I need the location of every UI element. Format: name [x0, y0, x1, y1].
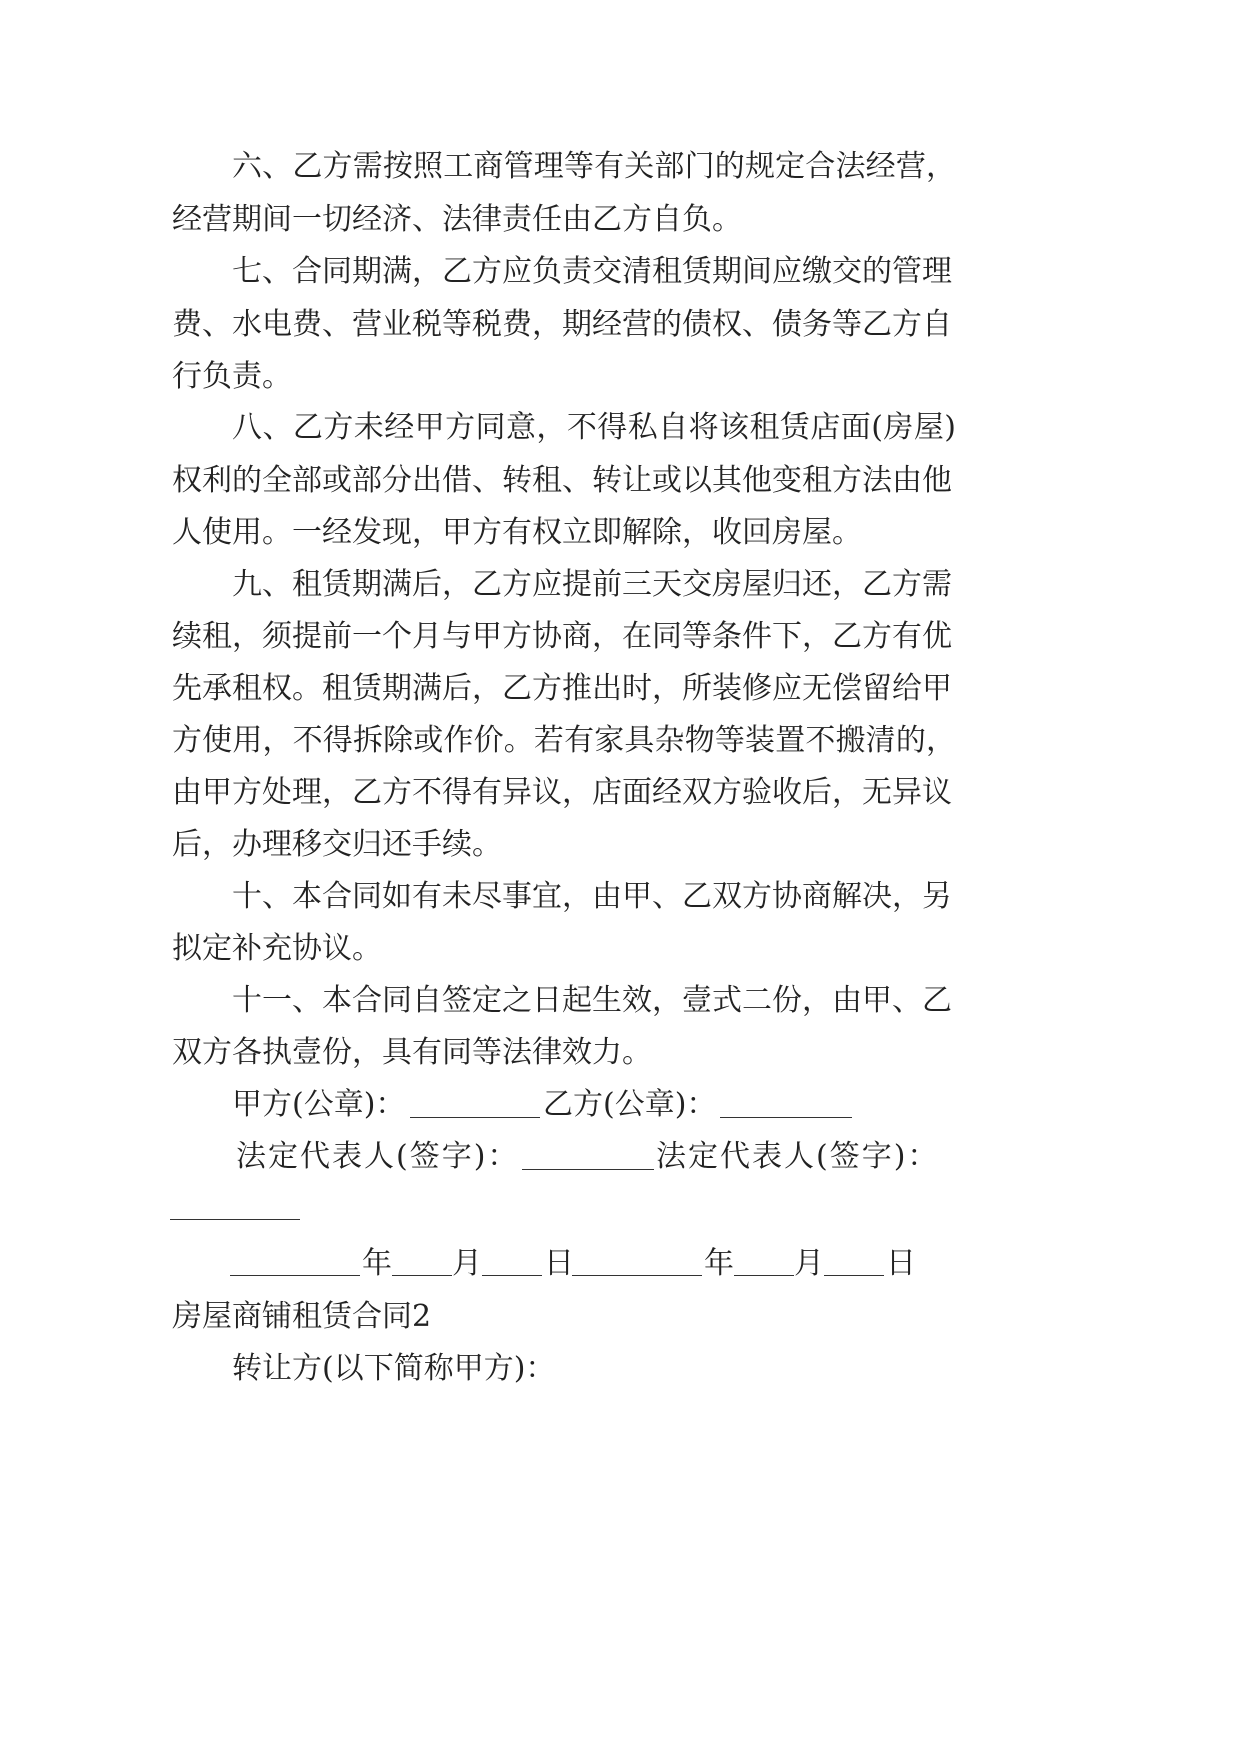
signature-blank	[720, 1117, 852, 1118]
text-line: 先承租权。租赁期满后，乙方推出时，所装修应无偿留给甲	[172, 671, 952, 706]
year-label: 年	[362, 1246, 392, 1281]
text-line: 八、乙方未经甲方同意，不得私自将该租赁店面(房屋)	[232, 410, 956, 445]
signature-blank	[522, 1169, 654, 1170]
text-line: 十、本合同如有未尽事宜，由甲、乙双方协商解决，另	[232, 879, 952, 914]
text-line: 续租，须提前一个月与甲方协商，在同等条件下，乙方有优	[172, 619, 952, 654]
text-line: 费、水电费、营业税等税费，期经营的债权、债务等乙方自	[172, 307, 952, 342]
date-blank	[572, 1275, 702, 1276]
date-blank	[392, 1275, 452, 1276]
text-line: 拟定补充协议。	[172, 931, 382, 966]
text-line: 七、合同期满，乙方应负责交清租赁期间应缴交的管理	[232, 254, 952, 289]
text-line: 人使用。一经发现，甲方有权立即解除，收回房屋。	[172, 515, 862, 550]
text-line: 经营期间一切经济、法律责任由乙方自负。	[172, 202, 742, 237]
signature-blank	[410, 1117, 540, 1118]
text-line: 权利的全部或部分出借、转租、转让或以其他变租方法由他	[172, 463, 952, 498]
rep-b-label: 法定代表人(签字)：	[656, 1139, 940, 1174]
date-blank	[734, 1275, 794, 1276]
text-line: 十一、本合同自签定之日起生效，壹式二份，由甲、乙	[232, 983, 952, 1018]
text-line: 双方各执壹份，具有同等法律效力。	[172, 1035, 652, 1070]
text-line: 行负责。	[172, 359, 292, 394]
text-line: 由甲方处理，乙方不得有异议，店面经双方验收后，无异议	[172, 775, 952, 810]
party-b-seal-label: 乙方(公章)：	[543, 1087, 717, 1122]
date-blank	[230, 1275, 360, 1276]
signature-blank	[170, 1219, 300, 1220]
month-label: 月	[452, 1246, 482, 1281]
transferor-label: 转让方(以下简称甲方)：	[232, 1351, 556, 1386]
text-line: 九、租赁期满后，乙方应提前三天交房屋归还，乙方需	[232, 567, 952, 602]
text-line: 后，办理移交归还手续。	[172, 827, 502, 862]
next-contract-title: 房屋商铺租赁合同2	[172, 1299, 432, 1334]
party-a-seal-label: 甲方(公章)：	[232, 1087, 406, 1122]
date-blank	[824, 1275, 884, 1276]
month-label: 月	[794, 1246, 824, 1281]
day-label: 日	[544, 1246, 574, 1281]
text-line: 方使用，不得拆除或作价。若有家具杂物等装置不搬清的，	[172, 723, 956, 758]
rep-a-label: 法定代表人(签字)：	[236, 1139, 520, 1174]
date-blank	[482, 1275, 542, 1276]
year-label: 年	[704, 1246, 734, 1281]
text-line: 六、乙方需按照工商管理等有关部门的规定合法经营，	[232, 149, 956, 184]
day-label: 日	[886, 1246, 916, 1281]
